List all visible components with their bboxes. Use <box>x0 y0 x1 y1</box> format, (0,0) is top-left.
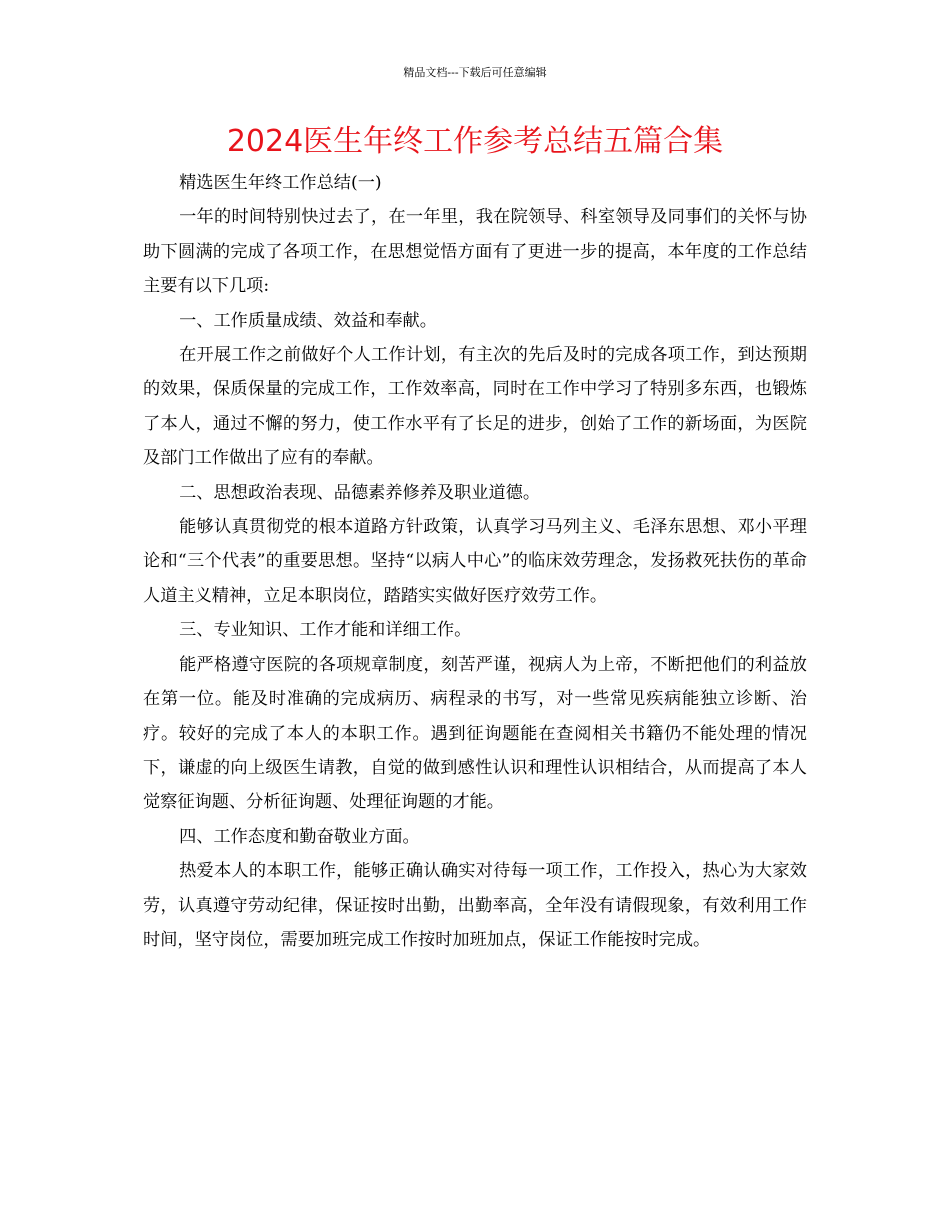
section-heading-skills: 三、专业知识、工作才能和详细工作。 <box>179 620 472 641</box>
paragraph-quality: 在开展工作之前做好个人工作计划，有主次的先后及时的完成各项工作，到达预期的效果，保质保量的完成工作，工作效率高，同时在工作中学习了特别多东西，也锻炼了本人，通过不懈的努力，使工作水平有了长足的进步，创始了工作的新场面，为医院及部门工作做出了应有的奉献。 <box>143 345 807 469</box>
document-title: 2024医生年终工作参考总结五篇合集 <box>226 124 724 159</box>
paragraph-skills: 能严格遵守医院的各项规章制度，刻苦严谨，视病人为上帝，不断把他们的利益放在第一位。能及时准确的完成病历、病程录的书写，对一些常见疾病能独立诊断、治疗。较好的完成了本人的本职工作。遇到征询题能在查阅相关书籍仍不能处理的情况下，谦虚的向上级医生请教，自觉的做到感性认识和理性认识相结合，从而提高了本人觉察征询题、分析征询题、处理征询题的才能。 <box>143 654 807 813</box>
page-header: 精品文档---下载后可任意编辑 <box>403 66 547 79</box>
paragraph-ethics: 能够认真贯彻党的根本道路方针政策，认真学习马列主义、毛泽东思想、邓小平理论和“三个代表”的重要思想。坚持“以病人中心”的临床效劳理念，发扬救死扶伤的革命人道主义精神，立足本职岗位，踏踏实实做好医疗效劳工作。 <box>143 517 807 606</box>
section-heading-ethics: 二、思想政治表现、品德素养修养及职业道德。 <box>179 482 541 503</box>
section-subtitle: 精选医生年终工作总结(一) <box>179 173 382 193</box>
section-heading-quality: 一、工作质量成绩、效益和奉献。 <box>179 310 437 331</box>
paragraph-attitude: 热爱本人的本职工作，能够正确认确实对待每一项工作，工作投入，热心为大家效劳，认真遵守劳动纪律，保证按时出勤，出勤率高，全年没有请假现象，有效利用工作时间，坚守岗位，需要加班完成工作按时加班加点，保证工作能按时完成。 <box>143 861 807 950</box>
intro-paragraph: 一年的时间特别快过去了，在一年里，我在院领导、科室领导及同事们的关怀与协助下圆满的完成了各项工作，在思想觉悟方面有了更进一步的提高，本年度的工作总结主要有以下几项: <box>143 207 807 297</box>
document-body <box>143 166 807 957</box>
section-heading-attitude: 四、工作态度和勤奋敬业方面。 <box>179 826 420 847</box>
